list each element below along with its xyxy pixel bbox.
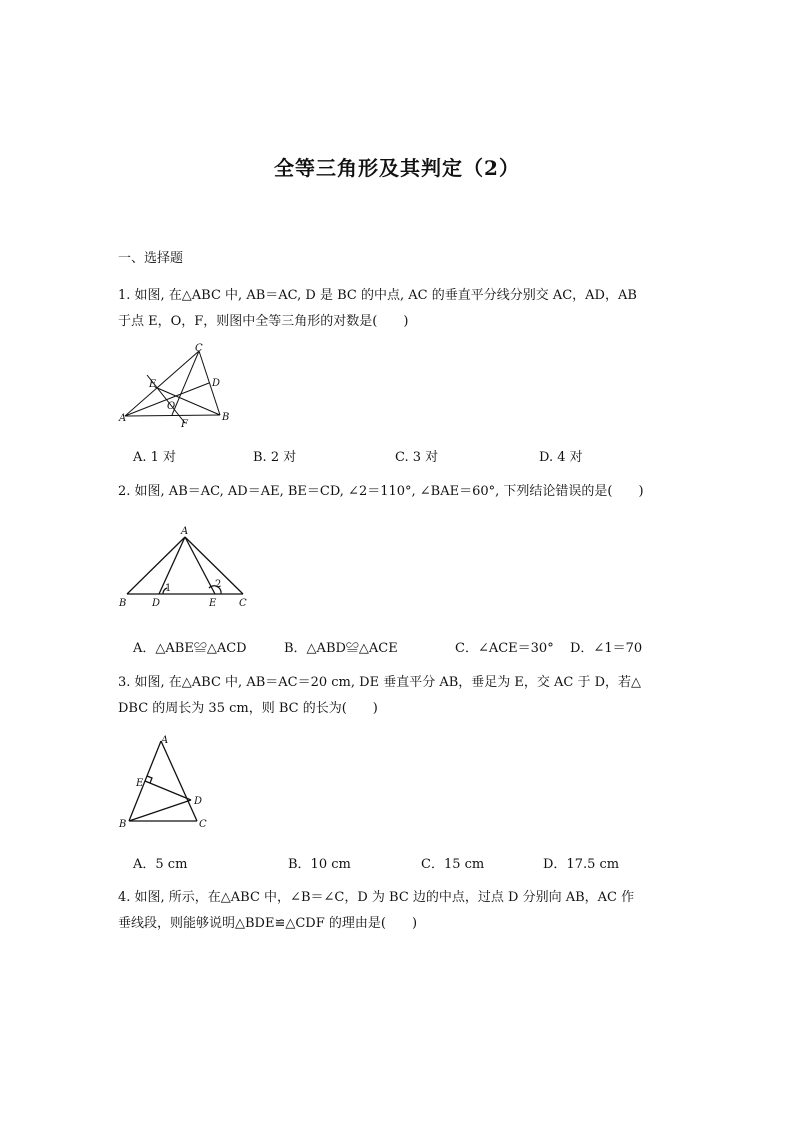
question-2-line-1: 2. 如图, AB＝AC, AD＝AE, BE＝CD, ∠2＝110°, ∠BAE＝60°, 下列结论错误的是( ) [118, 484, 644, 499]
q2-option-d[interactable]: D．∠1＝70 [570, 641, 643, 656]
q1-label-o: O [167, 401, 176, 412]
q3-label-c: C [199, 819, 207, 830]
q1-label-c: C [195, 343, 203, 354]
q3-option-d[interactable]: D．17.5 cm [543, 857, 620, 872]
q1-label-d: D [212, 378, 221, 389]
q3-option-c[interactable]: C．15 cm [421, 857, 485, 872]
q2-label-a: A [181, 526, 189, 537]
q1-option-d[interactable]: D. 4 对 [539, 450, 583, 465]
q2-option-a[interactable]: A．△ABE≌△ACD [133, 641, 247, 656]
q2-option-b[interactable]: B．△ABD≌△ACE [284, 641, 398, 656]
q2-label-d: D [152, 598, 161, 609]
question-3-figure [115, 731, 220, 833]
question-3-line-1: 3. 如图, 在△ABC 中, AB＝AC＝20 cm, DE 垂直平分 AB，垂足为 E，交 AC 于 D，若△ [118, 675, 642, 690]
q1-option-b[interactable]: B. 2 对 [253, 450, 297, 465]
q2-label-b: B [119, 598, 127, 609]
q1-label-e: E [149, 379, 157, 390]
q3-label-b: B [119, 819, 127, 830]
question-4-line-2: 垂线段，则能够说明△BDE≌△CDF 的理由是( ) [118, 916, 418, 931]
q2-label-e: E [209, 598, 217, 609]
q1-label-f: F [181, 419, 188, 430]
q2-label-c: C [239, 598, 247, 609]
question-1-line-1: 1. 如图, 在△ABC 中, AB＝AC, D 是 BC 的中点, AC 的垂直平分线分别交 AC，AD，AB [118, 288, 637, 303]
question-1-line-2: 于点 E，O，F，则图中全等三角形的对数是( ) [118, 314, 409, 329]
q3-option-a[interactable]: A．5 cm [133, 857, 188, 872]
q3-label-e: E [136, 778, 144, 789]
q3-label-a: A [161, 735, 169, 746]
question-2-figure [115, 522, 255, 614]
section-heading: 一、选择题 [118, 251, 184, 266]
page-title: 全等三角形及其判定（2） [274, 156, 520, 180]
q2-option-c[interactable]: C．∠ACE＝30° [455, 641, 554, 656]
question-4-line-1: 4. 如图, 所示，在△ABC 中，∠B＝∠C，D 为 BC 边的中点，过点 D 分别向 AB，AC 作 [118, 890, 635, 905]
q2-label-1: 1 [165, 583, 172, 594]
q1-option-c[interactable]: C. 3 对 [395, 450, 439, 465]
q1-label-a: A [119, 413, 127, 424]
q1-option-a[interactable]: A. 1 对 [133, 450, 177, 465]
question-1-figure [115, 343, 245, 433]
q3-option-b[interactable]: B．10 cm [288, 857, 351, 872]
question-3-line-2: DBC 的周长为 35 cm，则 BC 的长为( ) [118, 701, 378, 716]
q1-label-b: B [222, 412, 230, 423]
q2-label-2: 2 [215, 579, 222, 590]
q3-label-d: D [194, 796, 203, 807]
